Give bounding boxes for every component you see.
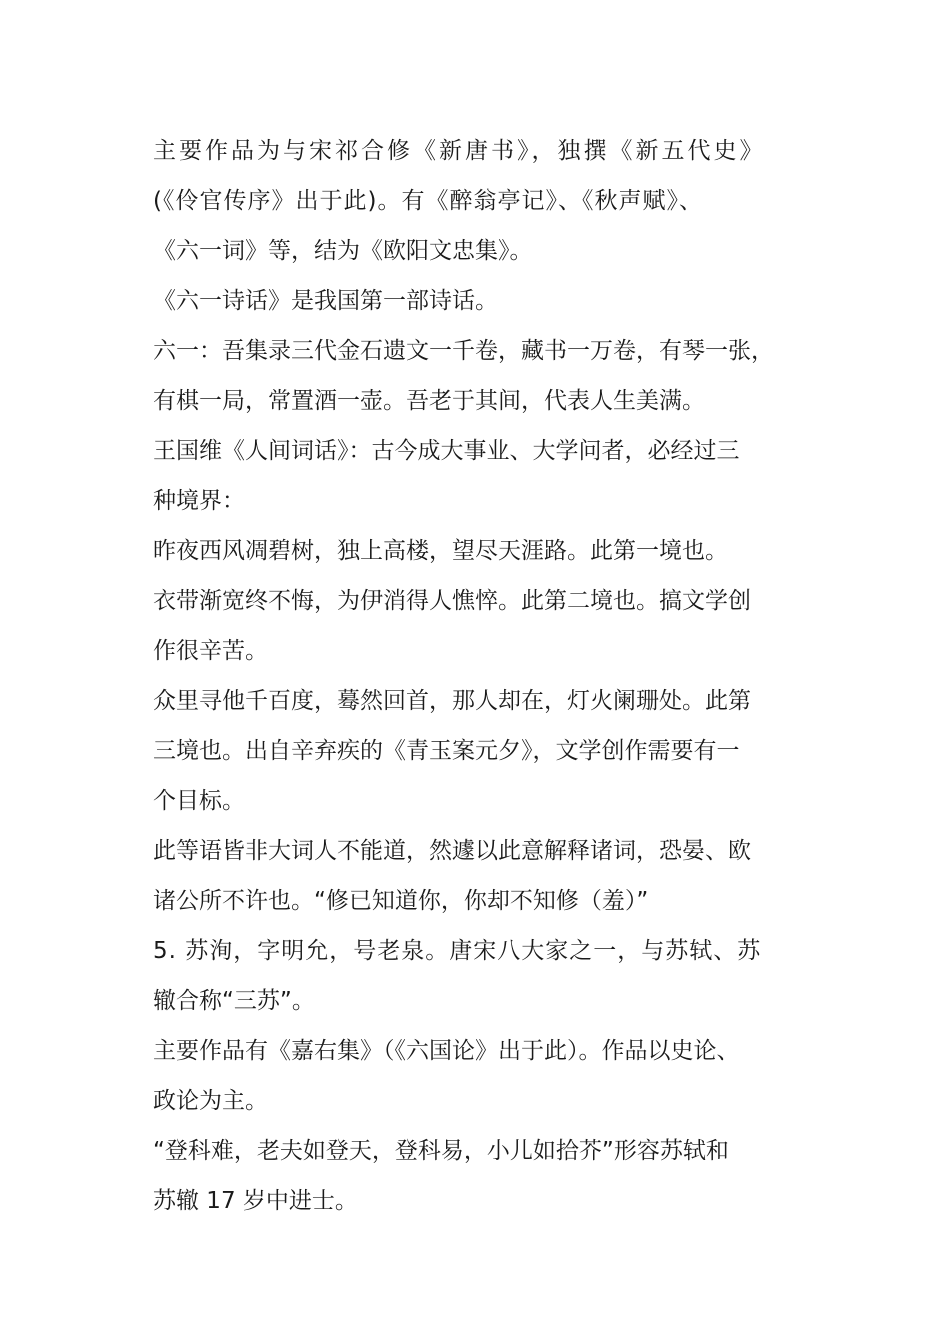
text-line: 个目标。 xyxy=(153,788,245,814)
text-line: 《六一词》等，结为《欧阳文忠集》。 xyxy=(153,238,533,264)
text-line: 辙合称“三苏”。 xyxy=(153,988,315,1014)
text-line: 昨夜西风凋碧树，独上高楼，望尽天涯路。此第一境也。 xyxy=(153,538,728,564)
text-line: 作很辛苦。 xyxy=(153,638,268,664)
text-line: 六一：吾集录三代金石遗文一千卷，藏书一万卷，有琴一张， xyxy=(153,338,774,364)
text-line: 5. 苏洵，字明允，号老泉。唐宋八大家之一，与苏轼、苏 xyxy=(153,938,762,964)
text-line: 王国维《人间词话》：古今成大事业、大学问者，必经过三 xyxy=(153,438,740,464)
text-line: “登科难，老夫如登天，登科易，小儿如拾芥”形容苏轼和 xyxy=(153,1138,729,1164)
text-line: 三境也。出自辛弃疾的《青玉案元夕》，文学创作需要有一 xyxy=(153,738,740,764)
text-line: 苏辙 17 岁中进士。 xyxy=(153,1188,358,1214)
text-line: 政论为主。 xyxy=(153,1088,268,1114)
text-line: 主要作品有《嘉右集》（《六国论》出于此）。作品以史论、 xyxy=(153,1038,740,1064)
text-line: 此等语皆非大词人不能道，然遽以此意解释诸词，恐晏、欧 xyxy=(153,838,751,864)
text-line: 主要作品为与宋祁合修《新唐书》，独撰《新五代史》 xyxy=(153,138,766,164)
text-line: 有棋一局，常置酒一壶。吾老于其间，代表人生美满。 xyxy=(153,388,705,414)
text-line: 众里寻他千百度，蓦然回首，那人却在，灯火阑珊处。此第 xyxy=(153,688,751,714)
text-line: 种境界： xyxy=(153,488,245,514)
document-body xyxy=(153,126,825,1226)
text-line: 《六一诗话》是我国第一部诗话。 xyxy=(153,288,498,314)
text-line: 衣带渐宽终不悔，为伊消得人憔悴。此第二境也。搞文学创 xyxy=(153,588,751,614)
text-line: 诸公所不许也。“修已知道你，你却不知修（羞）” xyxy=(153,888,649,914)
text-line: (《伶官传序》出于此)。有《醉翁亭记》、《秋声赋》、 xyxy=(153,188,703,214)
